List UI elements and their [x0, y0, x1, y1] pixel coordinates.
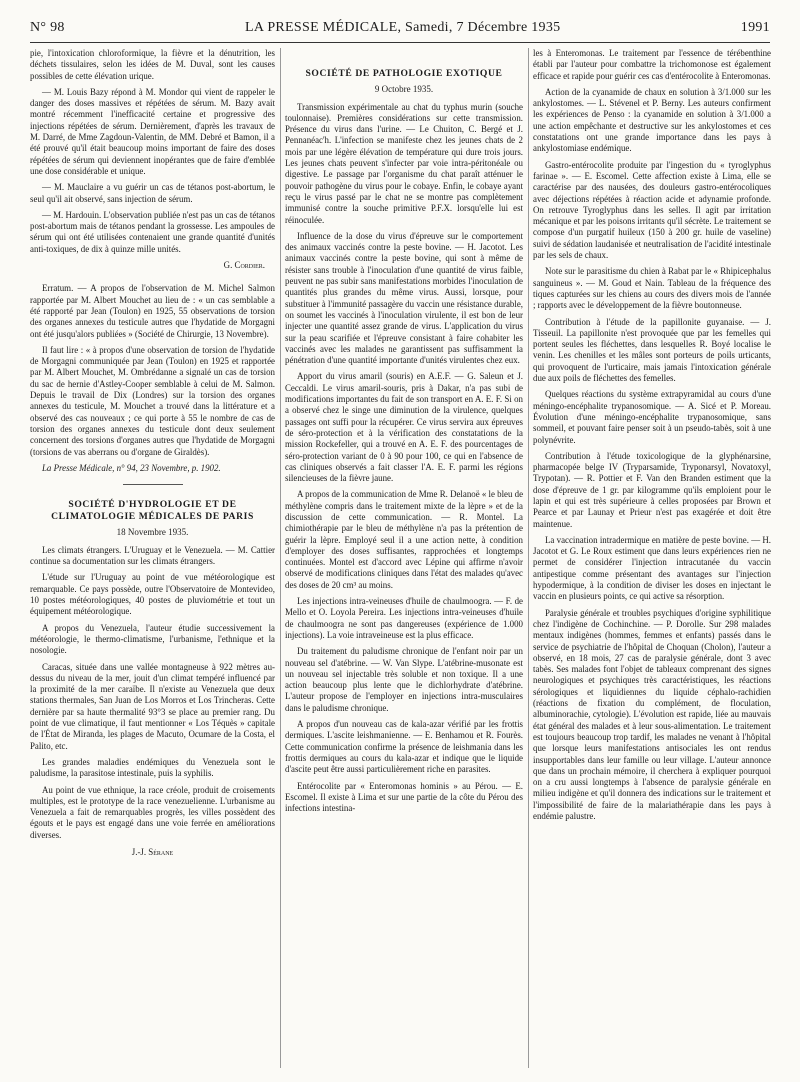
- journal-title: LA PRESSE MÉDICALE, Samedi, 7 Décembre 1935: [245, 20, 561, 35]
- item-paragraph: Contribution à l'étude de la papillonite guyanaise. — J. Tisseuil. La papillonite n'est provoquée que par les femelles qui portent seules les fléchettes, dans lesquelles R. Boyé localise le venin. Les chenilles et les mâles sont porteurs de poils urticants, qui provoquent de l'urticaire, mais jamais l'intoxication générale due aux poils de fléchettes des femelles.: [533, 316, 771, 384]
- paragraph: A propos du Venezuela, l'auteur étudie successivement la météorologie, le thermo-climatisme, l'urbanisme, l'ethnique et la nosologie.: [30, 622, 275, 656]
- item-paragraph: Entérocolite par « Enteromonas hominis » au Pérou. — E. Escomel. Il existe à Lima et sur une partie de la côte du Pérou des infections intestina-: [285, 780, 523, 814]
- column-separator: [528, 48, 529, 1068]
- paragraph: — M. Mauclaire a vu guérir un cas de tétanos post-abortum, le seul qu'il ait observé, sans injection de sérum.: [30, 182, 275, 204]
- item-paragraph: Contribution à l'étude toxicologique de la glyphénarsine, pharmacopée belge IV (Tryparsamide, Tryponarsyl, Novatoxyl, Trypotan). — R. Pottier et F. Van den Branden estiment que la dose d'épreuve de 1 gr. par kilogramme qu'ils emploient pour le lapin et qui est très supérieure à celles proposées par Brown et Pearce et par Launay et Prieur n'est pas exagérée et doit être maintenue.: [533, 450, 771, 529]
- page-number: 1991: [740, 20, 770, 35]
- page-header: [30, 20, 770, 36]
- item-paragraph: Les climats étrangers. L'Uruguay et le Venezuela. — M. Cattier continue sa documentation sur les climats étrangers.: [30, 544, 275, 567]
- paragraph: Au point de vue ethnique, la race créole, produit de croisements multiples, est le prototype de la race venezuelienne. L'urbanisme au Venezuela a fait de remarquables progrès, les villes possèdent des égouts et le pays est engagé dans une voie ferrée en améliorations diverses.: [30, 784, 275, 840]
- section-title: SOCIÉTÉ D'HYDROLOGIE ET DE CLIMATOLOGIE MÉDICALES DE PARIS: [51, 499, 254, 523]
- header-rule: [30, 42, 770, 43]
- item-paragraph: Transmission expérimentale au chat du typhus murin (souche toulonnaise). Premières considérations sur cette transmission. Présence du virus dans l'urine. — Le Chuiton, C. Bergé et J. Pennanéac'h. L'infection se manifeste chez les jeunes chats de 2 mois par une légère élévation de température qui dure trois jours. Les jeunes chats peuvent s'infecter par voie intra-péritonéale ou digestive. Le passage par l'organisme du chat paraît atténuer le pouvoir pathogène du virus pour le cobaye. Enfin, le cobaye ayant reçu le virus passé par le chat ne se montre pas complètement immunisé contre la souche primitive P.F.X. lorsqu'elle lui est réinoculée.: [285, 101, 523, 225]
- paragraph: Les grandes maladies endémiques du Venezuela sont le paludisme, la parasitose intestinale, puis la syphilis.: [30, 756, 275, 779]
- item-paragraph: Apport du virus amaril (souris) en A.E.F. — G. Saleun et J. Ceccaldi. Le virus amaril-souris, pris à Dakar, n'a pas subi de modifications importantes du fait de son transport en A. E. F. Si on a observé chez le singe une diminution de la virulence, quelques passages ont suffi pour la récupérer. Ce virus servira aux épreuves de séro-protection et à la vérification des constatations de la mission Rockefeller, qui a trouvé en A. E. F. des pourcentages de séro-protection variant de 0 à 90 pour 100, ce qui en l'absence de cas cliniques observés a fait classer l'A. E. F. parmi les régions silencieuses de la fièvre jaune.: [285, 371, 523, 484]
- paragraph: Il faut lire : « à propos d'une observation de torsion de l'hydatide de Morgagni communiquée par Jean (Toulon) en 1925 et rapportée par M. Albert Mouchet, M. Ombrédanne a signalé un cas de torsion du sac de hernie d'Astley-Cooper semblable à celui de M. Salmon. Depuis le travail de Dix (Londres) sur la torsion des organes annexes du testicule, M. Mouchet a trouvé dans la littérature et a observé des cas nouveaux ; ce qui porte à 55 le nombre de cas de torsion des organes annexes du testicule dont deux seulement concernent des torsions d'organes autres que l'hydatide de Morgagni (torsions de vas aberrans ou d'organe de Giraldès).: [30, 344, 275, 457]
- item-paragraph: Action de la cyanamide de chaux en solution à 3/1.000 sur les ankylostomes. — L. Stévenel et P. Berny. Les auteurs confirment les expériences de Penso : la cyanamide en solution à 3/1.000 a une action empêchante et destructive sur les ankylostomes et ces constatations ont une grande importance dans les pays à ankylostomiase endémique.: [533, 86, 771, 154]
- item-paragraph: A propos de la communication de Mme R. Delanoë « le bleu de méthylène compris dans le traitement mixte de la lèpre » et de la discussion de cette communication. — R. Montel. La chimiothérapie par le bleu de méthylène n'a pas la prétention de guérir la lèpre. Employé seul il a une action nette, à condition d'employer des doses suffisantes, rapprochées et longtemps continuées. Montel est d'accord avec Lépine qui affirme n'avoir observé de modifications cliniques dans l'état des malades qu'avec des doses de 20 cm³ au moins.: [285, 489, 523, 590]
- item-paragraph: Du traitement du paludisme chronique de l'enfant noir par un nouveau sel d'atébrine. — W. Van Slype. L'atébrine-musonate est un nouveau sel injectable très soluble et non toxique. Il a une action beaucoup plus lente que le dichlorhydrate d'atébrine. L'auteur propose de l'employer en injections intra-musculaires dans le paludisme chronique.: [285, 646, 523, 713]
- section-divider: [123, 484, 183, 485]
- paragraph: — M. Louis Bazy répond à M. Mondor qui vient de rappeler le danger des doses massives et répétées de sérum. M. Bazy avait montré récemment l'inefficacité certaine et progressive des injections répétées de sérum. Dernièrement, d'après les travaux de M. Darré, de Mme Zagdoun-Valentin, de MM. Debré et Bamon, il a été prouvé qu'il était beaucoup moins important de faire des doses répétées de sérum qui deviennent inopérantes que de faire d'emblée une dose considérable et unique.: [30, 86, 275, 176]
- paragraph: — M. Hardouin. L'observation publiée n'est pas un cas de tétanos post-abortum mais de tétanos pendant la grossesse. Les ampoules de sérum qui ont été utilisées contenaient une grande quantité d'unités anti-toxiques, de dix à quinze mille unités.: [30, 209, 275, 254]
- item-paragraph: Les injections intra-veineuses d'huile de chaulmoogra. — F. de Mello et O. Loyola Pereira. Les injections intra-veineuses d'huile de chaulmoogra ne sont pas dangereuses (expérience de 1.000 injections). La voie intraveineuse est la plus efficace.: [285, 596, 523, 640]
- paragraph: les à Enteromonas. Le traitement par l'essence de térébenthine établi par l'auteur pour combattre la trichomonose est également efficace et rapide pour guérir ces cas d'entérocolite à Enteromonas.: [533, 48, 771, 81]
- signature: J.-J. Sérane: [131, 846, 174, 857]
- erratum-paragraph: Erratum. — A propos de l'observation de M. Michel Salmon rapportée par M. Albert Mouchet au lieu de : « un cas semblable a été rapporté par Jean (Toulon) en 1925, 55 observations de torsion des organes annexes du testicule autres que l'hydatide de Morgagni ont été jusqu'alors publiées » (Société de Chirurgie, 13 Novembre).: [30, 283, 275, 339]
- column-left: [30, 48, 275, 1078]
- item-paragraph: Gastro-entérocolite produite par l'ingestion du « tyroglyphus farinae ». — E. Escomel. Cette affection existe à Lima, elle se caractérise par des nausées, des douleurs gastro-entérocoliques avec déjections répétées à réaction acide et adynamie profonde. On retrouve Tyroglyphus dans les selles. Il agit par irritation mécanique et par les poisons irritants qu'il sécrète. Le traitement se compose d'un purgatif huileux (150 à 200 gr. huile de vaseline) suivi de sédation laudanisée et neutralisation de l'acidité intestinale par les sels de chaux.: [533, 159, 771, 261]
- paragraph: Caracas, située dans une vallée montagneuse à 922 mètres au-dessus du niveau de la mer, jouit d'un climat tempéré influencé par la proximité de la mer caraïbe. Il n'existe au Venezuela que deux stations thermales, San Juan de Los Morros et Los Trincheras. Cette dernière par sa haute thermalité 93°3 se place au premier rang. Du point de vue climatique, il faut mentionner « Los Téquès » capitale de l'État de Miranda, les plages de Macuto, Ocumare de la Costa, el Palito, etc.: [30, 661, 275, 751]
- paragraph: L'étude sur l'Uruguay au point de vue météorologique est remarquable. Ce pays possède, outre l'Observatoire de Montevideo, 10 postes météorologiques, 40 postes de pluviométrie et tout un équipement météorologique.: [30, 572, 275, 617]
- item-paragraph: A propos d'un nouveau cas de kala-azar vérifié par les frottis dermiques. L'ascite leishmanienne. — E. Benhamou et R. Fourès. Cette communication confirme la présence de leishmania dans les frottis dermiques au cours du kala-azar et indique que le liquide d'ascite peut être aussi particulièrement riche en parasites.: [285, 719, 523, 775]
- section-title: SOCIÉTÉ DE PATHOLOGIE EXOTIQUE: [305, 68, 503, 79]
- section-date: 9 Octobre 1935.: [374, 84, 434, 95]
- item-paragraph: Quelques réactions du système extrapyramidal au cours d'une méningo-encéphalite trypanosomique. — A. Sicé et P. Moreau. Évolution d'une méningo-encéphalite trypanosomique, sans sommeil, et pouvant faire penser soit à un pseudo-tabès, soit à une polynévrite.: [533, 389, 771, 445]
- column-right: [533, 48, 771, 1078]
- section-date: 18 Novembre 1935.: [116, 527, 189, 538]
- column-middle: [285, 48, 523, 1078]
- item-paragraph: La vaccination intradermique en matière de peste bovine. — H. Jacotot et G. Le Roux estiment que dans leurs expériences rien ne permet de considérer l'injection intracutanée du vaccin antipestique comme présentant des avantages sur l'injection hypodermique, à la condition de diviser les doses en injectant le vaccin en plusieurs points, ce qui active sa résorption.: [533, 534, 771, 602]
- item-paragraph: Paralysie générale et troubles psychiques d'origine syphilitique chez l'indigène de Cochinchine. — P. Dorolle. Sur 298 malades mentaux indigènes (hommes, femmes et enfants) passés dans le service de psychiatrie de l'hôpital de Choquan (Cholon), l'auteur a observé, en 18 mois, 27 cas de paralysie générale, dont 3 avec tabès. Ses malades font l'objet de tableaux comprenant des signes neurologiques et psychiques très caractéristiques, les réactions sérologiques et liquidiennes du liquide céphalo-rachidien (réactions de fixation du complément, de floculation, albuminorachie, cytologie). L'évolution est rapide, liée au mauvais état général des malades et à leur sous-alimentation. Le traitement est toujours beaucoup trop tardif, les malades ne venant à l'hôpital que lorsque leurs manifestations antisociales les ont rendus insupportables dans leur famille ou leur village. L'auteur annonce que dans un prochain mémoire, il cherchera à expliquer pourquoi on a cru aussi longtemps à l'absence de paralysie générale en milieu indigène et qu'il donnera des indications sur le traitement et l'impossibilité de faire de la malariathérapie dans les pays à endémie palustre.: [533, 607, 771, 821]
- item-paragraph: Influence de la dose du virus d'épreuve sur le comportement des animaux vaccinés contre la peste bovine. — H. Jacotot. Les animaux vaccinés contre la peste bovine, qui sont à même de résister sans trouble à l'inoculation d'une quantité de virus faible, peuvent ne pas subir sans manifestations morbides l'inoculation de quantités plus grandes du même virus. Aussi, lorsque, pour substituer à l'immunité passagère du vaccin une résistance durable, on soumet les vaccinés à l'inoculation virulente, il est bon de leur injecter une quantité assez grande de virus. L'application du virus sur la peau scarifiée et l'épreuve consistant à faire cohabiter les vaccinés avec les malades ne garantissent pas suffisamment la pénétration d'une quantité importante d'unités virulentes chez eux.: [285, 230, 523, 366]
- citation: La Presse Médicale, n° 94, 23 Novembre, p. 1902.: [42, 462, 221, 473]
- signature: G. Cordier.: [223, 260, 265, 271]
- issue-number: N° 98: [30, 20, 65, 35]
- column-separator: [280, 48, 281, 1068]
- item-paragraph: Note sur le parasitisme du chien à Rabat par le « Rhipicephalus sanguineus ». — M. Goud et Nain. Tableau de la fréquence des tiques capturées sur les chiens au cours des divers mois de l'année ; rapports avec le développement de la fièvre boutonneuse.: [533, 266, 771, 311]
- paragraph: pie, l'intoxication chloroformique, la fièvre et la dénutrition, les déchets tissulaires, selon les idées de M. Duval, sont les causes possibles de cette élévation urique.: [30, 48, 275, 81]
